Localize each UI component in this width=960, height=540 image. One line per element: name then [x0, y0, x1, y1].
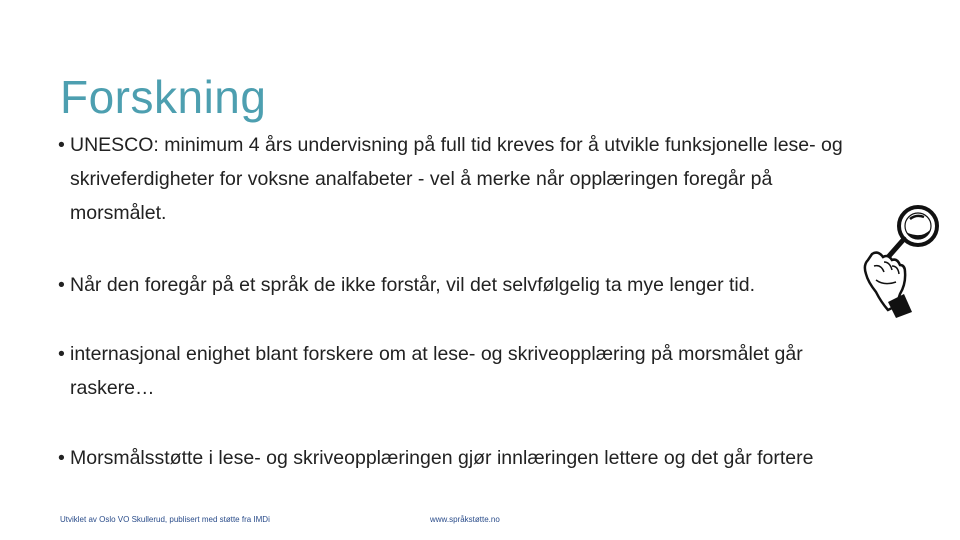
bullet-marker: • — [58, 343, 65, 365]
bullet-international-consensus — [58, 337, 928, 405]
bullet-line — [58, 441, 948, 475]
bullet-foreign-language — [58, 268, 858, 302]
bullet-line — [58, 337, 928, 371]
bullet-text: internasjonal enighet blant forskere om at lese- og skriveopplæring på morsmålet går — [70, 343, 803, 365]
bullet-marker: • — [58, 447, 65, 469]
bullet-mother-tongue-support — [58, 441, 948, 475]
bullet-text: UNESCO: minimum 4 års undervisning på full tid kreves for å utvikle funksjonelle lese- og — [70, 134, 843, 156]
slide-title: Forskning — [60, 71, 267, 123]
bullet-marker: • — [58, 134, 65, 156]
bullet-unesco — [58, 128, 948, 230]
bullet-line: raskere… — [70, 377, 155, 399]
bullet-line: morsmålet. — [70, 202, 167, 224]
bullet-line: skriveferdigheter for voksne analfabeter - vel å merke når opplæringen foregår på — [70, 168, 773, 190]
footer-website-link[interactable]: www.språkstøtte.no — [430, 515, 500, 524]
hand-magnifying-glass-icon — [848, 202, 948, 320]
bullet-text: Når den foregår på et språk de ikke forstår, vil det selvfølgelig ta mye lenger tid. — [70, 274, 755, 296]
bullet-line — [58, 268, 858, 302]
bullet-marker: • — [58, 274, 65, 296]
footer-credit: Utviklet av Oslo VO Skullerud, publisert med støtte fra IMDi — [60, 515, 270, 524]
bullet-line — [58, 128, 948, 162]
bullet-text: Morsmålsstøtte i lese- og skriveopplæringen gjør innlæringen lettere og det går fortere — [70, 447, 814, 469]
